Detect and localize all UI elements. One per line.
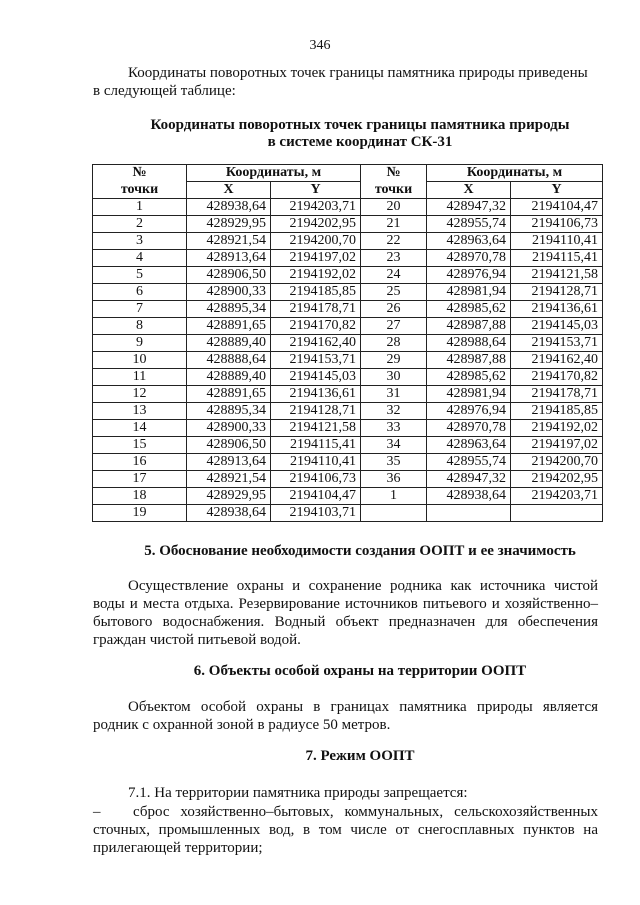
- point-number-cell: 33: [361, 420, 427, 437]
- table-row: [93, 386, 603, 403]
- table-row: [93, 471, 603, 488]
- point-number-cell: 35: [361, 454, 427, 471]
- header-y-right: Y: [511, 182, 603, 199]
- point-number-cell: 19: [93, 505, 187, 522]
- y-coordinate-cell: 2194197,02: [271, 250, 361, 267]
- header-no-left: №: [93, 165, 187, 182]
- point-number-cell: 5: [93, 267, 187, 284]
- x-coordinate-cell: 428895,34: [187, 301, 271, 318]
- header-y-left: Y: [271, 182, 361, 199]
- y-coordinate-cell: 2194136,61: [511, 301, 603, 318]
- point-number-cell: 2: [93, 216, 187, 233]
- intro-paragraph: Координаты поворотных точек границы памятника природы приведены в следующей таблице:: [93, 65, 588, 99]
- point-number-cell: 11: [93, 369, 187, 386]
- point-number-cell: 20: [361, 199, 427, 216]
- point-number-cell: 21: [361, 216, 427, 233]
- x-coordinate-cell: 428970,78: [427, 420, 511, 437]
- y-coordinate-cell: 2194110,41: [511, 233, 603, 250]
- y-coordinate-cell: 2194153,71: [511, 335, 603, 352]
- point-number-cell: [361, 505, 427, 522]
- x-coordinate-cell: 428955,74: [427, 454, 511, 471]
- page-number: 346: [309, 38, 331, 53]
- y-coordinate-cell: 2194110,41: [271, 454, 361, 471]
- point-number-cell: 24: [361, 267, 427, 284]
- header-x-left: X: [187, 182, 271, 199]
- x-coordinate-cell: 428985,62: [427, 301, 511, 318]
- table-row: [93, 437, 603, 454]
- y-coordinate-cell: 2194197,02: [511, 437, 603, 454]
- y-coordinate-cell: 2194178,71: [271, 301, 361, 318]
- y-coordinate-cell: 2194106,73: [511, 216, 603, 233]
- y-coordinate-cell: 2194104,47: [511, 199, 603, 216]
- y-coordinate-cell: 2194106,73: [271, 471, 361, 488]
- section7-title: 7. Режим ООПТ: [305, 748, 415, 764]
- y-coordinate-cell: 2194153,71: [271, 352, 361, 369]
- y-coordinate-cell: 2194121,58: [271, 420, 361, 437]
- x-coordinate-cell: 428976,94: [427, 267, 511, 284]
- table-row: [93, 233, 603, 250]
- x-coordinate-cell: 428938,64: [427, 488, 511, 505]
- y-coordinate-cell: 2194192,02: [511, 420, 603, 437]
- section5-title: 5. Обоснование необходимости создания ООПТ и ее значимость: [144, 543, 576, 559]
- y-coordinate-cell: 2194200,70: [511, 454, 603, 471]
- x-coordinate-cell: 428981,94: [427, 284, 511, 301]
- point-number-cell: 25: [361, 284, 427, 301]
- x-coordinate-cell: 428913,64: [187, 454, 271, 471]
- point-number-cell: 16: [93, 454, 187, 471]
- y-coordinate-cell: 2194185,85: [271, 284, 361, 301]
- y-coordinate-cell: 2194162,40: [271, 335, 361, 352]
- x-coordinate-cell: 428963,64: [427, 437, 511, 454]
- y-coordinate-cell: 2194192,02: [271, 267, 361, 284]
- point-number-cell: 1: [361, 488, 427, 505]
- y-coordinate-cell: [511, 505, 603, 522]
- point-number-cell: 6: [93, 284, 187, 301]
- list-item-text: сброс хозяйственно–бытовых, коммунальных, сельскохозяйственных сточных, промышленных вод, в том числе от снегосплавных пунктов на прилегающей территории;: [93, 804, 598, 856]
- x-coordinate-cell: 428987,88: [427, 318, 511, 335]
- y-coordinate-cell: 2194145,03: [271, 369, 361, 386]
- point-number-cell: 7: [93, 301, 187, 318]
- x-coordinate-cell: 428929,95: [187, 216, 271, 233]
- header-coords-left: Координаты, м: [187, 165, 361, 182]
- point-number-cell: 13: [93, 403, 187, 420]
- y-coordinate-cell: 2194128,71: [271, 403, 361, 420]
- point-number-cell: 36: [361, 471, 427, 488]
- table-row: [93, 301, 603, 318]
- section7-1-text: 7.1. На территории памятника природы запрещается:: [128, 785, 468, 801]
- point-number-cell: 23: [361, 250, 427, 267]
- table-row: [93, 488, 603, 505]
- table-row: [93, 454, 603, 471]
- point-number-cell: 4: [93, 250, 187, 267]
- y-coordinate-cell: 2194185,85: [511, 403, 603, 420]
- section6-text: Объектом особой охраны в границах памятника природы является родник с охранной зоной в радиусе 50 метров.: [93, 699, 598, 733]
- x-coordinate-cell: 428985,62: [427, 369, 511, 386]
- point-number-cell: 1: [93, 199, 187, 216]
- coordinates-table: [92, 164, 603, 522]
- y-coordinate-cell: 2194202,95: [271, 216, 361, 233]
- table-row: [93, 505, 603, 522]
- y-coordinate-cell: 2194203,71: [511, 488, 603, 505]
- header-point-right: точки: [361, 182, 427, 199]
- y-coordinate-cell: 2194115,41: [511, 250, 603, 267]
- y-coordinate-cell: 2194202,95: [511, 471, 603, 488]
- x-coordinate-cell: 428891,65: [187, 318, 271, 335]
- table-row: [93, 335, 603, 352]
- x-coordinate-cell: 428913,64: [187, 250, 271, 267]
- section7-list-item: [93, 803, 598, 857]
- table-row: [93, 267, 603, 284]
- table-row: [93, 199, 603, 216]
- x-coordinate-cell: 428921,54: [187, 233, 271, 250]
- header-x-right: X: [427, 182, 511, 199]
- x-coordinate-cell: 428976,94: [427, 403, 511, 420]
- y-coordinate-cell: 2194128,71: [511, 284, 603, 301]
- y-coordinate-cell: 2194136,61: [271, 386, 361, 403]
- point-number-cell: 18: [93, 488, 187, 505]
- table-row: [93, 216, 603, 233]
- header-no-right: №: [361, 165, 427, 182]
- x-coordinate-cell: 428906,50: [187, 267, 271, 284]
- x-coordinate-cell: 428895,34: [187, 403, 271, 420]
- y-coordinate-cell: 2194103,71: [271, 505, 361, 522]
- point-number-cell: 3: [93, 233, 187, 250]
- x-coordinate-cell: 428987,88: [427, 352, 511, 369]
- list-dash: –: [93, 804, 101, 820]
- point-number-cell: 29: [361, 352, 427, 369]
- x-coordinate-cell: 428970,78: [427, 250, 511, 267]
- table-title: [0, 117, 640, 151]
- y-coordinate-cell: 2194178,71: [511, 386, 603, 403]
- y-coordinate-cell: 2194170,82: [271, 318, 361, 335]
- x-coordinate-cell: 428938,64: [187, 199, 271, 216]
- x-coordinate-cell: 428947,32: [427, 471, 511, 488]
- point-number-cell: 22: [361, 233, 427, 250]
- section6-title: 6. Объекты особой охраны на территории ООПТ: [193, 663, 527, 679]
- table-row: [93, 352, 603, 369]
- x-coordinate-cell: 428900,33: [187, 284, 271, 301]
- table-title-line2: в системе координат СК-31: [267, 134, 453, 150]
- x-coordinate-cell: [427, 505, 511, 522]
- y-coordinate-cell: 2194200,70: [271, 233, 361, 250]
- point-number-cell: 17: [93, 471, 187, 488]
- table-row: [93, 284, 603, 301]
- y-coordinate-cell: 2194145,03: [511, 318, 603, 335]
- x-coordinate-cell: 428888,64: [187, 352, 271, 369]
- table-row: [93, 318, 603, 335]
- point-number-cell: 15: [93, 437, 187, 454]
- y-coordinate-cell: 2194121,58: [511, 267, 603, 284]
- point-number-cell: 31: [361, 386, 427, 403]
- point-number-cell: 26: [361, 301, 427, 318]
- x-coordinate-cell: 428988,64: [427, 335, 511, 352]
- x-coordinate-cell: 428906,50: [187, 437, 271, 454]
- point-number-cell: 9: [93, 335, 187, 352]
- y-coordinate-cell: 2194170,82: [511, 369, 603, 386]
- table-row: [93, 369, 603, 386]
- header-coords-right: Координаты, м: [427, 165, 603, 182]
- x-coordinate-cell: 428921,54: [187, 471, 271, 488]
- table-row: [93, 250, 603, 267]
- x-coordinate-cell: 428963,64: [427, 233, 511, 250]
- point-number-cell: 28: [361, 335, 427, 352]
- point-number-cell: 8: [93, 318, 187, 335]
- y-coordinate-cell: 2194162,40: [511, 352, 603, 369]
- x-coordinate-cell: 428889,40: [187, 335, 271, 352]
- point-number-cell: 27: [361, 318, 427, 335]
- x-coordinate-cell: 428955,74: [427, 216, 511, 233]
- y-coordinate-cell: 2194104,47: [271, 488, 361, 505]
- table-title-line1: Координаты поворотных точек границы памятника природы: [150, 117, 570, 133]
- x-coordinate-cell: 428929,95: [187, 488, 271, 505]
- point-number-cell: 30: [361, 369, 427, 386]
- table-row: [93, 420, 603, 437]
- point-number-cell: 32: [361, 403, 427, 420]
- x-coordinate-cell: 428889,40: [187, 369, 271, 386]
- x-coordinate-cell: 428938,64: [187, 505, 271, 522]
- point-number-cell: 34: [361, 437, 427, 454]
- header-point-left: точки: [93, 182, 187, 199]
- point-number-cell: 14: [93, 420, 187, 437]
- x-coordinate-cell: 428981,94: [427, 386, 511, 403]
- x-coordinate-cell: 428947,32: [427, 199, 511, 216]
- table-row: [93, 403, 603, 420]
- point-number-cell: 12: [93, 386, 187, 403]
- section5-text: Осуществление охраны и сохранение родника как источника чистой воды и места отдыха. Резервирование источников питьевого и хозяйственно–бытового водоснабжения. Водный объект предназначен для обеспечения граждан чистой питьевой водой.: [93, 578, 598, 648]
- x-coordinate-cell: 428900,33: [187, 420, 271, 437]
- y-coordinate-cell: 2194203,71: [271, 199, 361, 216]
- x-coordinate-cell: 428891,65: [187, 386, 271, 403]
- y-coordinate-cell: 2194115,41: [271, 437, 361, 454]
- point-number-cell: 10: [93, 352, 187, 369]
